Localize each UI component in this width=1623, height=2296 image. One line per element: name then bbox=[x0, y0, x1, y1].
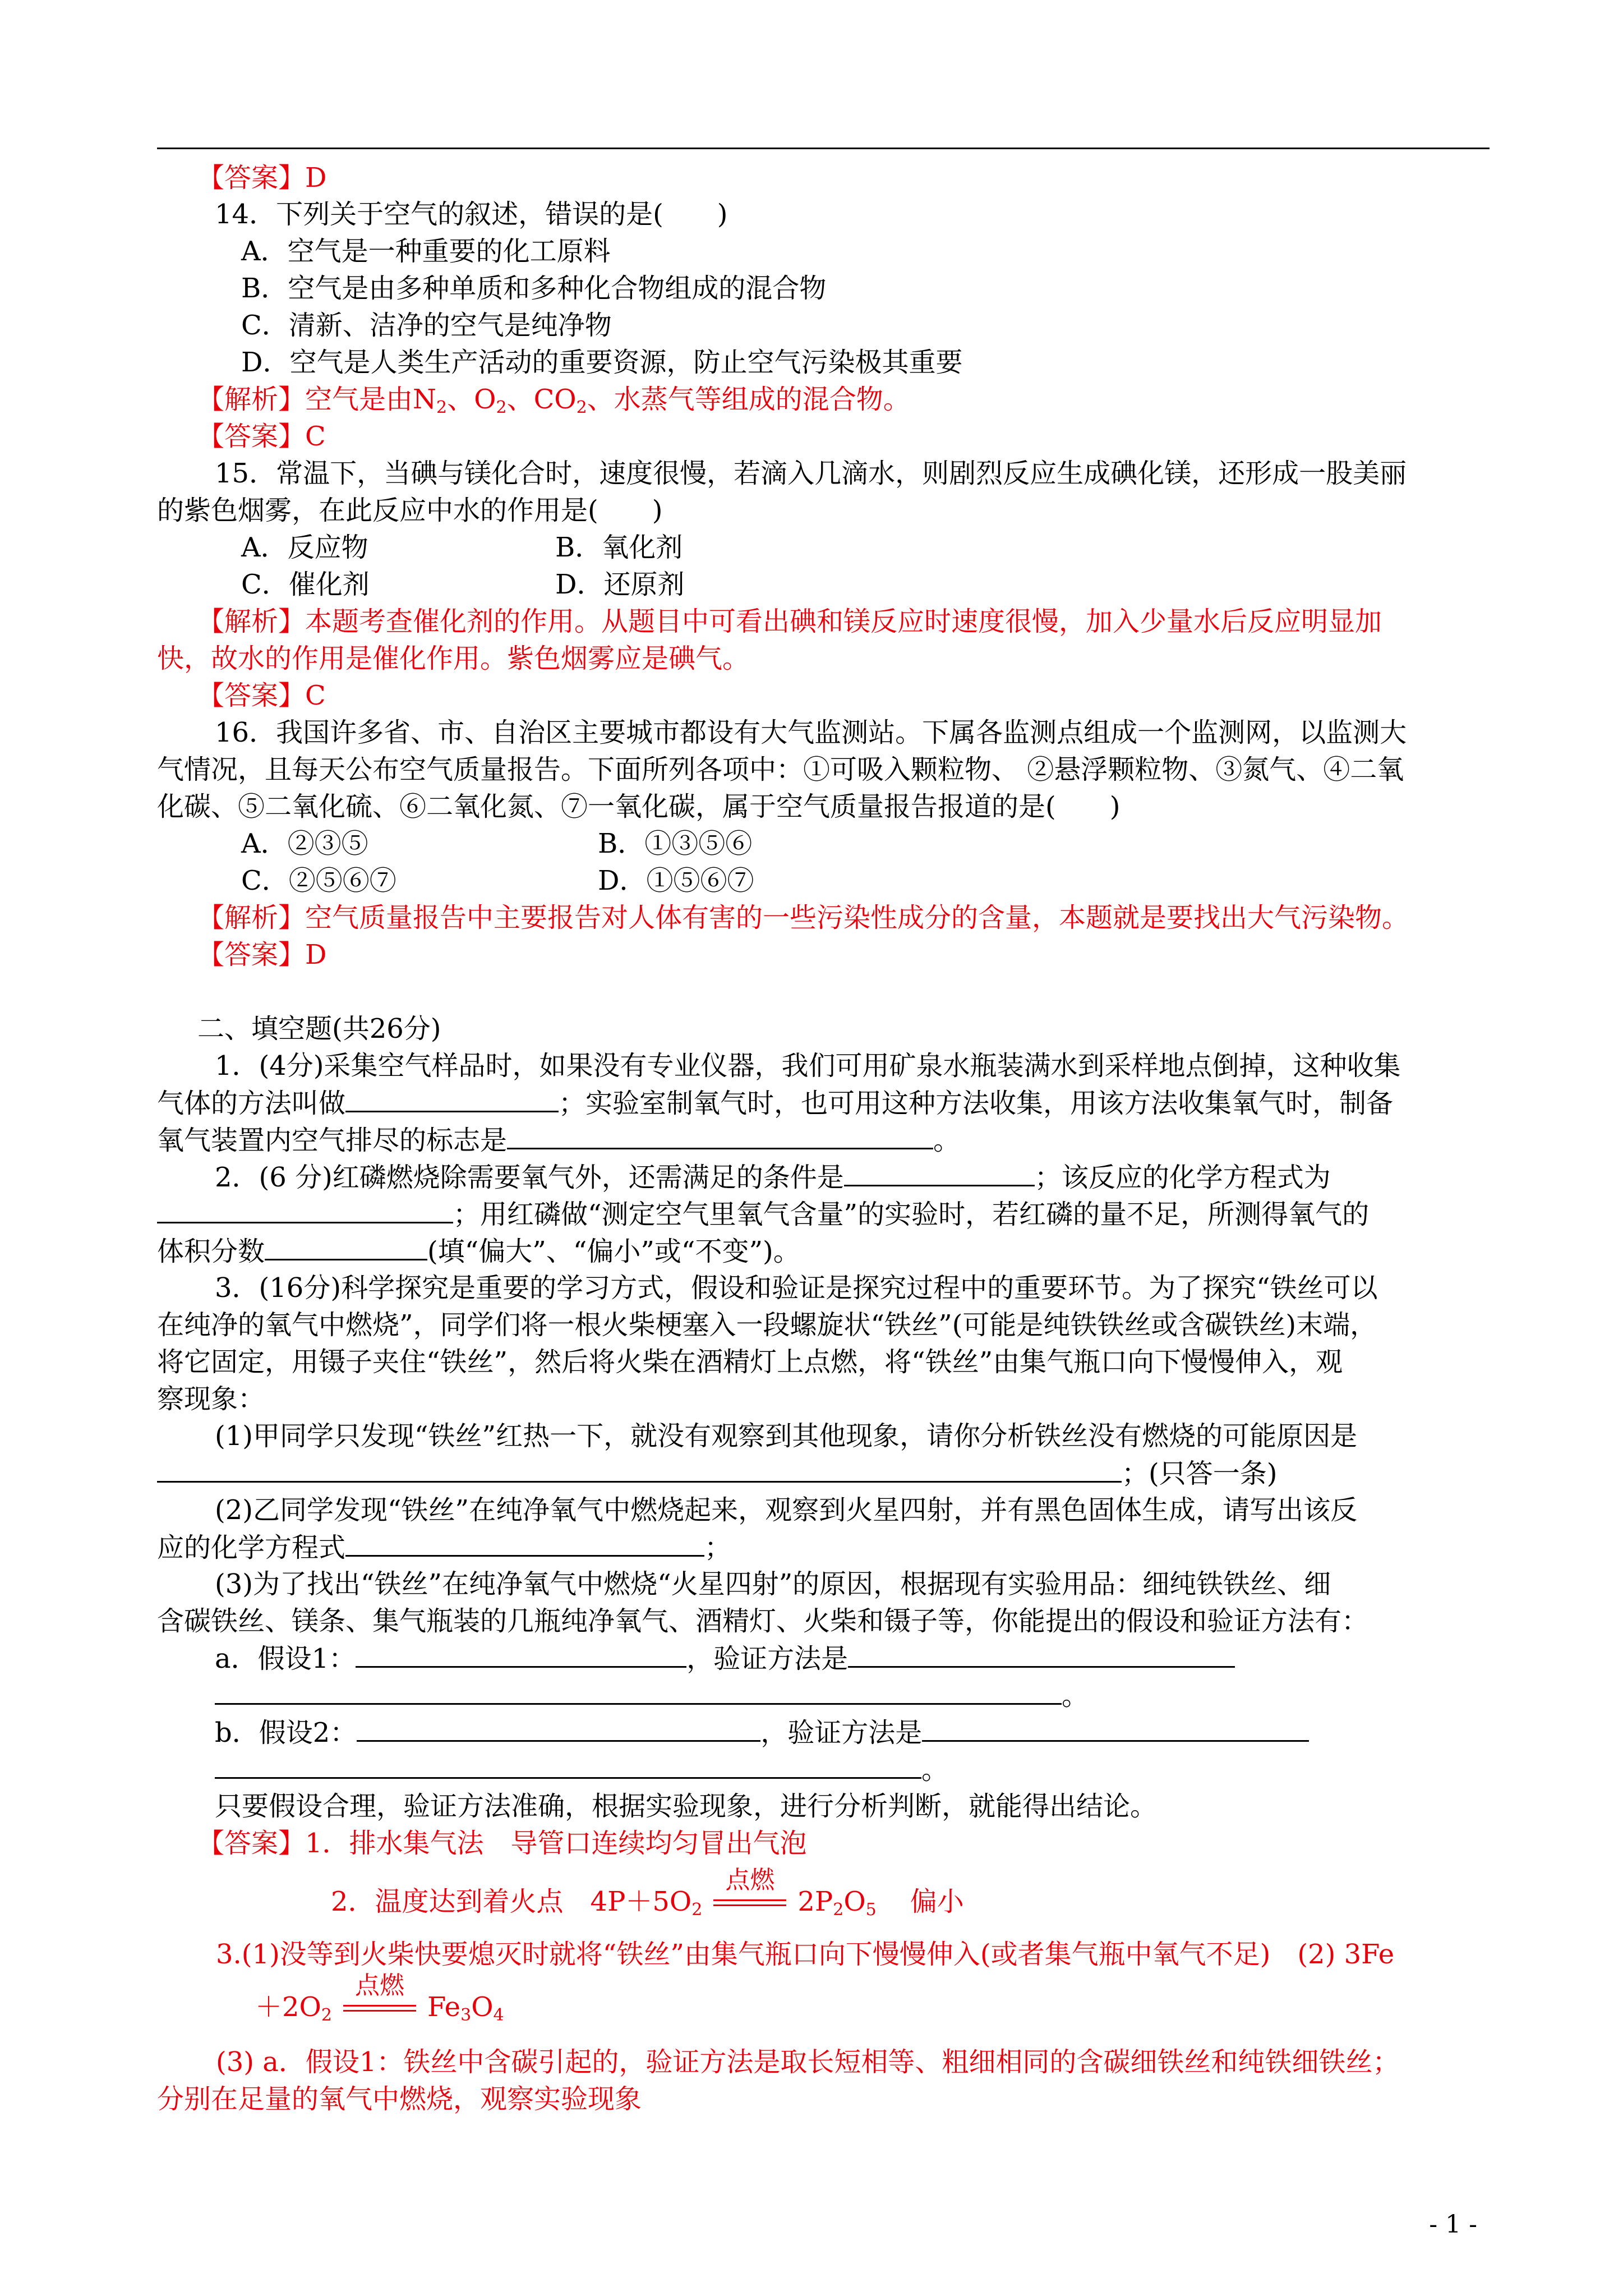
s2-answer-3-line2: $+2O_2$ 点燃 $Fe_3O_4$ bbox=[255, 1971, 504, 2025]
reaction-condition: 点燃 bbox=[713, 1885, 786, 1918]
q13-answer: 【答案】D bbox=[197, 162, 327, 194]
reaction-condition-2: 点燃 bbox=[343, 1990, 416, 2024]
q15-option-c: C．催化剂 bbox=[241, 569, 370, 600]
header-rule bbox=[157, 148, 1490, 149]
s2-q3-line1: 3．(16分)科学探究是重要的学习方式，假设和验证是探究过程中的重要环节。为了探究“铁丝可以 bbox=[215, 1272, 1378, 1304]
q14-option-c: C．清新、洁净的空气是纯净物 bbox=[241, 310, 612, 341]
s2-answer-1: 【答案】1．排水集气法 导管口连续均匀冒出气泡 bbox=[197, 1828, 807, 1859]
s2-q3-blank2[interactable] bbox=[345, 1530, 704, 1557]
s2-q3-part1-line1: (1)甲同学只发现“铁丝”红热一下，就没有观察到其他现象，请你分析铁丝没有燃烧的可能原因是 bbox=[215, 1420, 1358, 1452]
s2-q3-blank-a-hyp[interactable] bbox=[356, 1641, 686, 1668]
s2-q3-blank-a-verify2[interactable] bbox=[215, 1678, 1062, 1705]
s2-q3-hypothesis-a-cont: 。 bbox=[215, 1678, 1089, 1713]
s2-q2-line1: 2．(6 分)红磷燃烧除需要氧气外，还需满足的条件是 ；该反应的化学方程式为 bbox=[215, 1160, 1331, 1194]
s2-q1-line2: 气体的方法叫做 ；实验室制氧气时，也可用这种方法收集，用该方法收集氧气时，制备 bbox=[157, 1086, 1393, 1120]
s2-answer-4-line2: 分别在足量的氧气中燃烧，观察实验现象 bbox=[157, 2083, 642, 2115]
q16-option-c: C．②⑤⑥⑦ bbox=[241, 865, 396, 896]
s2-q2-blank3[interactable] bbox=[265, 1234, 427, 1260]
q14-answer: 【答案】C bbox=[197, 421, 326, 452]
s2-q3-blank-b-hyp[interactable] bbox=[357, 1715, 760, 1742]
q15-analysis-line1: 【解析】本题考查催化剂的作用。从题目中可看出碘和镁反应时速度很慢，加入少量水后反应明显加 bbox=[197, 606, 1382, 637]
page-number: - 1 - bbox=[1429, 2210, 1477, 2239]
s2-q1-blank1[interactable] bbox=[345, 1086, 559, 1112]
s2-q3-part2-line1: (2)乙同学发现“铁丝”在纯净氧气中燃烧起来，观察到火星四射，并有黑色固体生成，请写出该反 bbox=[215, 1494, 1358, 1526]
s2-q1-line1: 1．(4分)采集空气样品时，如果没有专业仪器，我们可用矿泉水瓶装满水到采样地点倒掉，这种收集 bbox=[215, 1050, 1401, 1082]
q15-analysis-line2: 快，故水的作用是催化作用。紫色烟雾应是碘气。 bbox=[157, 643, 750, 674]
q14-analysis: 【解析】空气是由$N_2$、$O_2$、$CO_2$、水蒸气等组成的混合物。 bbox=[197, 384, 910, 417]
section2-heading: 二、填空题(共26分) bbox=[197, 1013, 441, 1045]
s2-q3-part1-line2: ；(只答一条) bbox=[157, 1456, 1277, 1490]
s2-q3-part3-line2: 含碳铁丝、镁条、集气瓶装的几瓶纯净氧气、酒精灯、火柴和镊子等，你能提出的假设和验证方法有： bbox=[157, 1605, 1369, 1637]
s2-q2-line2: ；用红磷做“测定空气里氧气含量”的实验时，若红磷的量不足，所测得氧气的 bbox=[157, 1197, 1369, 1231]
s2-q3-line3: 将它固定，用镊子夹住“铁丝”，然后将火柴在酒精灯上点燃，将“铁丝”由集气瓶口向下慢慢伸入，观 bbox=[157, 1346, 1343, 1378]
s2-q1-line3: 氧气装置内空气排尽的标志是 。 bbox=[157, 1123, 960, 1157]
s2-q3-blank-a-verify[interactable] bbox=[848, 1641, 1235, 1668]
q16-answer: 【答案】D bbox=[197, 939, 327, 970]
q14-stem: 14．下列关于空气的叙述，错误的是( ) bbox=[215, 199, 728, 230]
s2-q2-line3: 体积分数 (填“偏大”、“偏小”或“不变”)。 bbox=[157, 1234, 800, 1268]
s2-q3-blank1[interactable] bbox=[157, 1456, 1122, 1483]
s2-q3-blank-b-verify[interactable] bbox=[922, 1715, 1309, 1742]
q16-stem-line2: 气情况，且每天公布空气质量报告。下面所列各项中：①可吸入颗粒物、 ②悬浮颗粒物、③氮气、④二氧 bbox=[157, 754, 1404, 785]
q14-option-d: D．空气是人类生产活动的重要资源，防止空气污染极其重要 bbox=[241, 347, 963, 378]
q14-option-a: A．空气是一种重要的化工原料 bbox=[241, 236, 611, 267]
s2-answer-3-line1: 3.(1)没等到火柴快要熄灭时就将“铁丝”由集气瓶口向下慢慢伸入(或者集气瓶中氧气不足) (2) 3Fe bbox=[216, 1939, 1395, 1970]
q16-stem-line3: 化碳、⑤二氧化硫、⑥二氧化氮、⑦一氧化碳，属于空气质量报告报道的是( ) bbox=[157, 791, 1121, 822]
s2-answer-2: 2．温度达到着火点 $4P+5O_2$ 点燃 $2P_2O_5$ 偏小 bbox=[331, 1866, 964, 1920]
s2-q3-hypothesis-b: b．假设2： ，验证方法是 bbox=[215, 1715, 1309, 1750]
s2-q3-line4: 察现象： bbox=[157, 1383, 265, 1415]
q16-option-d: D．①⑤⑥⑦ bbox=[598, 865, 754, 896]
s2-q3-part3-line1: (3)为了找出“铁丝”在纯净氧气中燃烧“火星四射”的原因，根据现有实验用品：细纯铁铁丝、细 bbox=[215, 1568, 1331, 1600]
q16-option-a: A．②③⑤ bbox=[241, 828, 368, 859]
q15-answer: 【答案】C bbox=[197, 680, 326, 711]
q16-option-b: B．①③⑤⑥ bbox=[598, 828, 753, 859]
q16-analysis: 【解析】空气质量报告中主要报告对人体有害的一些污染性成分的含量，本题就是要找出大气污染物。 bbox=[197, 902, 1409, 933]
s2-q2-blank2[interactable] bbox=[157, 1197, 453, 1223]
s2-q1-blank2[interactable] bbox=[507, 1123, 933, 1149]
q15-option-d: D．还原剂 bbox=[555, 569, 685, 600]
q15-stem-line1: 15．常温下，当碘与镁化合时，速度很慢，若滴入几滴水，则剧烈反应生成碘化镁，还形成一股美丽 bbox=[215, 458, 1407, 489]
s2-q3-blank-b-verify2[interactable] bbox=[215, 1752, 921, 1779]
q15-stem-line2: 的紫色烟雾，在此反应中水的作用是( ) bbox=[157, 495, 663, 526]
s2-q2-blank1[interactable] bbox=[844, 1160, 1035, 1186]
s2-q3-hypothesis-a: a．假设1： ，验证方法是 bbox=[215, 1641, 1235, 1676]
q15-option-a: A．反应物 bbox=[241, 532, 368, 563]
q14-option-b: B．空气是由多种单质和多种化合物组成的混合物 bbox=[241, 273, 827, 304]
s2-q3-line2: 在纯净的氧气中燃烧”，同学们将一根火柴梗塞入一段螺旋状“铁丝”(可能是纯铁铁丝或含碳铁丝)末端， bbox=[157, 1309, 1377, 1341]
s2-q3-hypothesis-b-cont: 。 bbox=[215, 1752, 948, 1787]
q16-stem-line1: 16．我国许多省、市、自治区主要城市都设有大气监测站。下属各监测点组成一个监测网，以监测大 bbox=[215, 717, 1407, 748]
s2-q3-part2-line2: 应的化学方程式 ； bbox=[157, 1530, 731, 1565]
s2-answer-4-line1: (3) a．假设1：铁丝中含碳引起的，验证方法是取长短相等、粗细相同的含碳细铁丝和纯铁细铁丝； bbox=[216, 2046, 1400, 2078]
q15-option-b: B．氧化剂 bbox=[555, 532, 683, 563]
s2-q3-conclusion: 只要假设合理，验证方法准确，根据实验现象，进行分析判断，就能得出结论。 bbox=[215, 1791, 1158, 1822]
